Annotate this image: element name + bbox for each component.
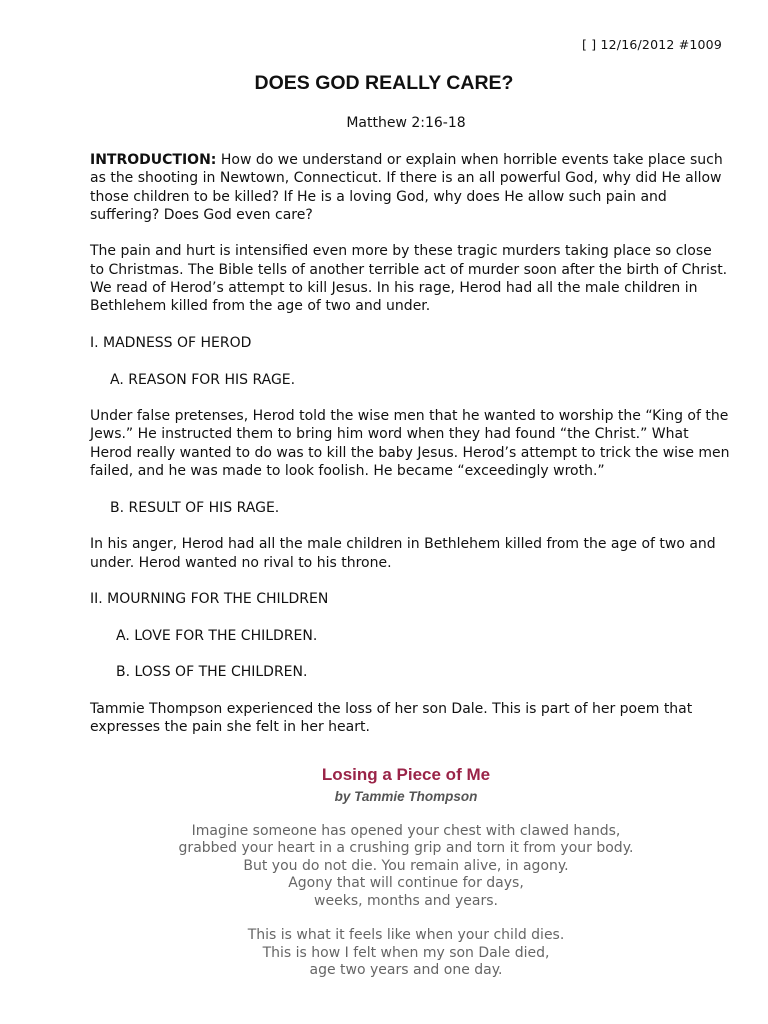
sermon-reference: [ ] 12/16/2012 #1009 (581, 37, 722, 52)
poem-stanza-1 (0, 823, 768, 910)
poem-line: age two years and one day. (309, 962, 503, 979)
section-1a-text: Under false pretenses, Herod told the wise men that he wanted to worship the “King of the Jews.” He instructed them to bring him word when they had found “the Christ.” What Herod really wanted to do was to kill the baby Jesus. Herod’s attempt to trick the wise men failed, and he was made to look foolish. He became “exceedingly wroth.” (90, 408, 730, 480)
section-1a-heading: A. REASON FOR HIS RAGE. (110, 371, 296, 388)
poem-line: This is what it feels like when your child dies. (247, 927, 565, 944)
poem-stanza-2 (0, 927, 768, 979)
section-1-heading: I. MADNESS OF HEROD (90, 334, 252, 351)
poem-line: This is how I felt when my son Dale died, (262, 944, 550, 961)
sermon-body (90, 151, 730, 755)
context-paragraph: The pain and hurt is intensified even more by these tragic murders taking place so close to Christmas. The Bible tells of another terrible act of murder soon after the birth of Christ. We read of Herod’s attempt to kill Jesus. In his rage, Herod had all the male children in Bethlehem killed from the age of two and under. (90, 243, 728, 315)
section-2b-heading: B. LOSS OF THE CHILDREN. (116, 664, 308, 681)
poem-line: grabbed your heart in a crushing grip and torn it from your body. (178, 840, 634, 857)
section-1b-heading: B. RESULT OF HIS RAGE. (110, 499, 280, 516)
scripture-reference: Matthew 2:16-18 (346, 115, 466, 131)
sermon-title: DOES GOD REALLY CARE? (254, 72, 514, 94)
poem-text (0, 823, 768, 997)
poem-author: by Tammie Thompson (334, 789, 478, 804)
introduction-text: How do we understand or explain when horrible events take place such as the shooting in Newtown, Connecticut. If there is an all powerful God, why did He allow those children to be killed? If He is a loving God, why does He allow such pain and suffering? Does God even care? (90, 152, 723, 223)
poem-title: Losing a Piece of Me (321, 765, 491, 784)
poem-line: Agony that will continue for days, (288, 875, 524, 892)
section-1b-text: In his anger, Herod had all the male children in Bethlehem killed from the age of two and under. Herod wanted no rival to his throne. (90, 536, 716, 571)
section-2a-heading: A. LOVE FOR THE CHILDREN. (116, 627, 318, 644)
poem-line: But you do not die. You remain alive, in agony. (243, 857, 569, 874)
poem-line: weeks, months and years. (314, 892, 498, 909)
poem-line: Imagine someone has opened your chest with clawed hands, (191, 823, 621, 839)
introduction-paragraph (90, 151, 730, 224)
section-2-heading: II. MOURNING FOR THE CHILDREN (90, 591, 329, 608)
section-2b-text: Tammie Thompson experienced the loss of her son Dale. This is part of her poem that expresses the pain she felt in her heart. (90, 700, 693, 736)
introduction-label: INTRODUCTION: (90, 152, 217, 168)
